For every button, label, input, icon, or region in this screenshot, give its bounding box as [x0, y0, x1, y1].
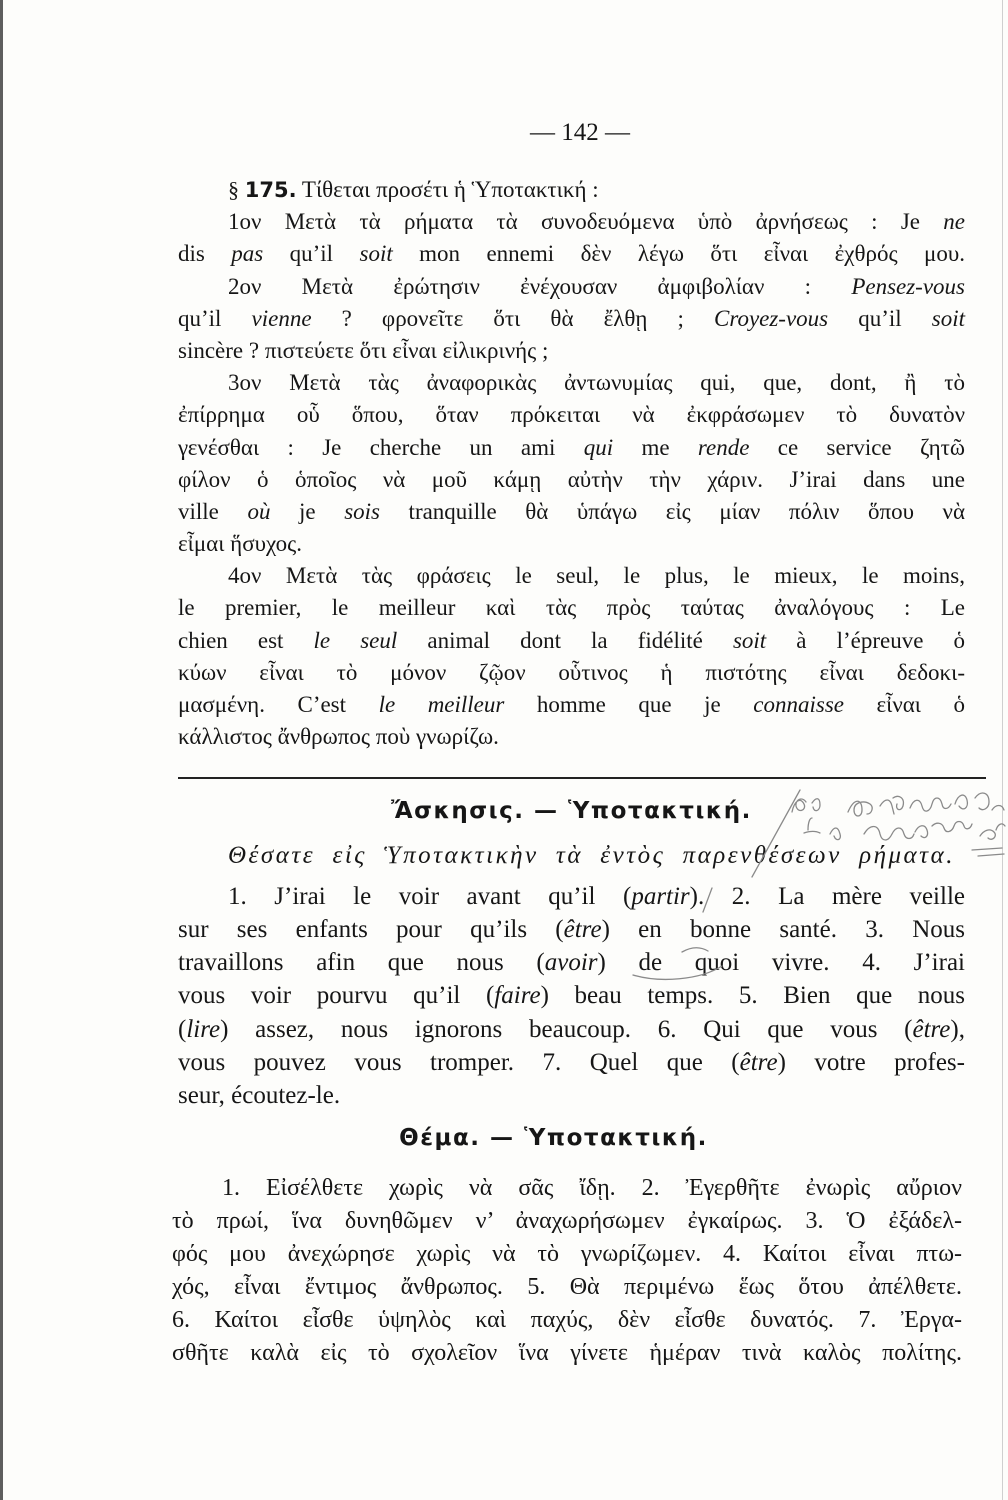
text-line: χός, εἶναι ἔντιμος ἄνθρωπος. 5. Θὰ περιμένω ἕως ὅτου ἀπέλθετε. — [172, 1274, 962, 1301]
text-segment: 1. J’irai le voir avant qu’il ( — [228, 882, 632, 910]
italic-word: vienne — [251, 305, 312, 331]
horizontal-divider — [178, 777, 986, 779]
theme-heading: Θέμα. — Ὑποτακτική. — [399, 1125, 708, 1151]
text-segment: mon ennemi δὲν λέγω ὅτι εἶναι ἐχθρός μου. — [392, 241, 965, 267]
italic-word: soit — [732, 627, 767, 653]
italic-word: connaisse — [753, 692, 844, 717]
text-segment: chien est — [178, 627, 314, 653]
text-segment: vous pouvez vous tromper. 7. Quel que ( — [178, 1048, 740, 1076]
italic-word: rende — [697, 434, 750, 460]
text-segment: ? φρονεῖτε ὅτι θὰ ἔλθῃ ; — [311, 305, 714, 331]
text-segment: qu’il — [263, 241, 360, 267]
exercise-instruction: Θέσατε εἰς Ὑποτακτικὴν τὰ ἐντὸς παρενθέσεων ρήματα. — [228, 842, 955, 869]
text-segment: ce service ζητῶ — [749, 434, 966, 460]
text-segment: 4ον Μετὰ τὰς φράσεις le seul, le plus, le mieux, le moins, — [228, 563, 965, 589]
text-segment: 2ον Μετὰ ἐρώτησιν ἐνέχουσαν ἀμφιβολίαν : — [228, 273, 852, 299]
text-segment: γενέσθαι : Je cherche un ami — [178, 434, 584, 460]
text-segment: 1ον Μετὰ τὰ ρήματα τὰ συνοδευόμενα ὑπὸ ἀρνήσεως : Je — [228, 209, 944, 235]
text-segment: εἶμαι ἥσυχος. — [178, 531, 303, 557]
pencil-stroke — [972, 824, 1005, 856]
text-segment: le premier, le meilleur καὶ τὰς πρὸς ταύτας ἀναλόγους : Le — [178, 595, 965, 621]
text-segment: ) en bonne santé. 3. Nous — [601, 915, 965, 943]
text-line — [178, 913, 965, 946]
text-line — [178, 335, 965, 367]
text-segment: qu’il — [178, 305, 252, 331]
italic-word: Pensez-vous — [851, 273, 965, 299]
text-segment: ) votre profes- — [777, 1048, 965, 1076]
page-edge-left — [0, 0, 3, 1500]
text-line — [178, 689, 965, 721]
text-line: 1. Εἰσέλθετε χωρὶς νὰ σᾶς ἴδῃ. 2. Ἐγερθῆτε ἐνωρὶς αὔριον — [222, 1174, 962, 1201]
italic-word: pas — [231, 241, 264, 267]
text-line — [178, 528, 965, 560]
section-title: Τίθεται προσέτι ἡ Ὑποτακτική : — [301, 177, 599, 202]
text-segment: ville — [178, 498, 248, 524]
text-line — [178, 592, 965, 624]
text-segment: je — [270, 498, 345, 524]
text-segment: homme que je — [504, 692, 754, 717]
italic-word: le seul — [313, 627, 398, 653]
text-segment: tranquille θὰ ὑπάγω εἰς μίαν πόλιν ὅπου νὰ — [379, 498, 965, 524]
italic-word: partir — [631, 882, 690, 910]
text-segment: travaillons afin que nous ( — [178, 949, 545, 977]
italic-word: soit — [359, 241, 393, 267]
section-number: 175. — [244, 178, 297, 202]
italic-word: faire — [494, 982, 541, 1010]
italic-word: le meilleur — [378, 692, 505, 717]
italic-word: sois — [344, 498, 380, 524]
text-segment: sur ses enfants pour qu’ils ( — [178, 915, 564, 943]
text-line — [178, 1079, 965, 1112]
italic-word: être — [563, 915, 602, 943]
italic-word: où — [247, 498, 271, 524]
text-line: τὸ πρωί, ἵνα δυνηθῶμεν ν’ ἀναχωρήσωμεν ἐγκαίρως. 3. Ὁ ἐξάδελ- — [172, 1207, 962, 1234]
text-segment: vous voir pourvu qu’il ( — [178, 982, 495, 1010]
theme-text — [172, 1172, 962, 1371]
italic-word: ne — [943, 209, 965, 235]
text-line — [178, 367, 965, 399]
text-segment: κύων εἶναι τὸ μόνον ζῷον οὗτινος ἡ πιστότης εἶναι δεδοκι- — [178, 659, 965, 685]
italic-word: avoir — [544, 949, 598, 977]
text-line — [178, 880, 965, 913]
text-segment: ( — [178, 1015, 187, 1043]
section-mark: § — [228, 177, 239, 202]
text-segment: ), — [950, 1015, 965, 1043]
page-number: — 142 — — [530, 119, 630, 146]
text-line: φός μου ἀνεχώρησε χωρὶς νὰ τὸ γνωρίζωμεν. 4. Καίτοι εἶναι πτω- — [172, 1240, 962, 1267]
text-line — [178, 1046, 965, 1079]
text-segment: ) de quoi vivre. 4. J’irai — [597, 949, 965, 977]
text-segment: φίλον ὁ ὁποῖος νὰ μοῦ κάμῃ αὐτὴν τὴν χάριν. J’irai dans une — [178, 466, 965, 492]
text-line — [178, 946, 965, 979]
text-line — [178, 238, 965, 270]
text-segment: ). 2. La mère veille — [689, 882, 965, 910]
text-line — [178, 560, 965, 592]
section-heading — [178, 174, 965, 206]
text-line — [178, 432, 965, 464]
text-segment: me — [613, 434, 698, 460]
italic-word: être — [912, 1015, 951, 1043]
exercise-heading: Ἄσκησις. — Ὑποτακτική. — [391, 798, 752, 824]
text-line — [178, 1013, 965, 1046]
text-line — [178, 464, 965, 496]
italic-word: lire — [186, 1015, 221, 1043]
text-segment: qu’il — [828, 305, 932, 331]
text-segment: à l’épreuve ὁ — [766, 627, 966, 653]
rule-section — [178, 174, 965, 753]
page-edge-right — [1002, 0, 1003, 1500]
text-line — [178, 625, 965, 657]
text-line — [178, 657, 965, 689]
text-segment: animal dont la fidélité — [397, 627, 733, 653]
italic-word: être — [739, 1048, 778, 1076]
italic-word: Croyez-vous — [714, 305, 829, 331]
text-line — [178, 206, 965, 238]
exercise-text — [178, 880, 965, 1113]
text-line — [178, 979, 965, 1012]
text-segment: ἐπίρρημα οὗ ὅπου, ὅταν πρόκειται νὰ ἐκφράσωμεν τὸ δυνατὸν — [178, 402, 965, 428]
text-segment: κάλλιστος ἄνθρωπος ποὺ γνωρίζω. — [178, 724, 499, 750]
text-line — [178, 303, 965, 335]
text-segment: εἶναι ὁ — [843, 692, 966, 717]
italic-word: soit — [931, 305, 965, 331]
text-line — [178, 271, 965, 303]
text-segment: sincère ? πιστεύετε ὅτι εἶναι εἰλικρινής ; — [178, 337, 549, 363]
text-line: 6. Καίτοι εἶσθε ὑψηλὸς καὶ παχύς, δὲν εἶσθε δυνατός. 7. Ἐργα- — [172, 1307, 962, 1334]
text-segment: μασμένη. C’est — [178, 692, 379, 717]
text-segment: ) assez, nous ignorons beaucoup. 6. Qui que vous ( — [220, 1015, 913, 1043]
text-segment: seur, écoutez-le. — [178, 1082, 341, 1110]
text-segment: dis — [178, 241, 232, 267]
text-line — [178, 496, 965, 528]
text-line: σθῆτε καλὰ εἰς τὸ σχολεῖον ἵνα γίνετε ἡμέραν τινὰ καλὸς πολίτης. — [172, 1340, 962, 1367]
text-line — [178, 721, 965, 753]
text-line — [178, 399, 965, 431]
italic-word: qui — [583, 434, 614, 460]
text-segment: 3ον Μετὰ τὰς ἀναφορικὰς ἀντωνυμίας qui, que, dont, ἢ τὸ — [228, 370, 965, 396]
text-segment: ) beau temps. 5. Bien que nous — [540, 982, 965, 1010]
